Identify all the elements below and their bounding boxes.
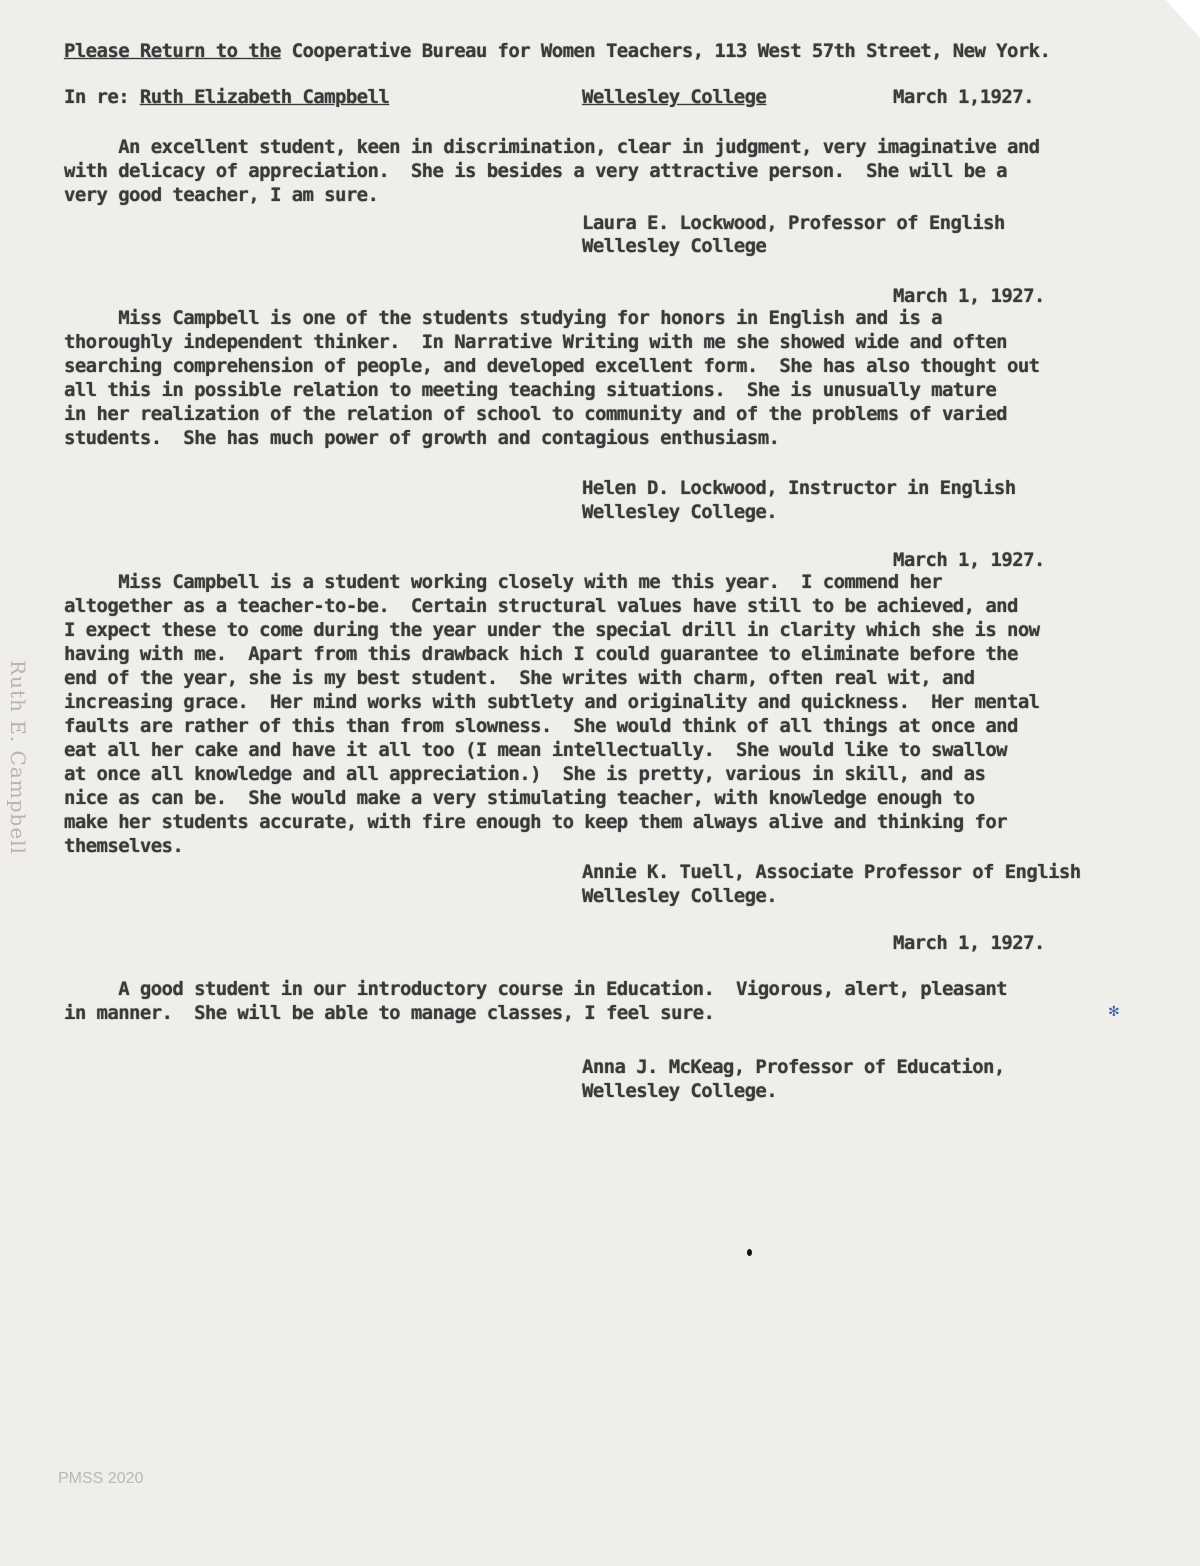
letter-line: in manner. She will be able to manage classes, I feel sure. [64,1002,715,1024]
letter-line: at once all knowledge and all appreciation.) She is pretty, various in skill, and as [64,763,986,785]
letter-date: March 1, 1927. [893,549,1045,571]
letter-line: all this in possible relation to meeting teaching situations. She is unusually mature [64,379,997,401]
letter-line: make her students accurate, with fire enough to keep them always alive and thinking for [64,811,1007,833]
signature-line: Wellesley College [582,235,767,257]
letter-line: thoroughly independent thinker. In Narrative Writing with me she showed wide and often [64,331,1007,353]
signature-line: Laura E. Lockwood, Professor of English [582,212,1005,234]
letter-line: themselves. [64,835,184,857]
folded-corner [1166,0,1200,38]
return-instruction [64,40,1050,63]
letter-line: with delicacy of appreciation. She is besides a very attractive person. She will be a [64,160,1007,182]
header-date: March 1,1927. [893,86,1034,108]
signature-line: Wellesley College. [582,1080,778,1102]
letter-line: in her realization of the relation of school to community and of the problems of varied [64,403,1007,425]
letter-line: very good teacher, I am sure. [64,184,379,206]
return-label: Please Return to the [64,40,281,62]
ink-dot-icon [747,1249,752,1256]
letter-line: students. She has much power of growth and contagious enthusiasm. [64,427,780,449]
letter-line: faults are rather of this than from slowness. She would think of all things at once and [64,715,1018,737]
signature-line: Wellesley College. [582,885,778,907]
ink-blot-icon: ✻ [1108,1004,1120,1020]
signature-line: Anna J. McKeag, Professor of Education, [582,1056,1005,1078]
letter-line: eat all her cake and have it all too (I mean intellectually. She would like to swallow [64,739,1007,761]
letter-date: March 1, 1927. [893,932,1045,954]
letter-line: Miss Campbell is a student working closely with me this year. I commend her [64,571,942,593]
signature-line: Helen D. Lockwood, Instructor in English [582,477,1016,499]
letter-line: Miss Campbell is one of the students studying for honors in English and is a [64,307,942,329]
letter-line: A good student in our introductory course in Education. Vigorous, alert, pleasant [64,978,1007,1000]
letter-line: altogether as a teacher-to-be. Certain structural values have still to be achieved, and [64,595,1018,617]
letter-line: increasing grace. Her mind works with subtlety and originality and quickness. Her mental [64,691,1040,713]
college-name: Wellesley College [582,86,767,108]
return-address: Cooperative Bureau for Women Teachers, 113 West 57th Street, New York. [280,40,1051,62]
signature-line: Annie K. Tuell, Associate Professor of English [582,861,1081,883]
signature-line: Wellesley College. [582,501,778,523]
letter-line: An excellent student, keen in discrimination, clear in judgment, very imaginative and [64,136,1040,158]
letter-line: end of the year, she is my best student. She writes with charm, often real wit, and [64,667,975,689]
letter-line: nice as can be. She would make a very stimulating teacher, with knowledge enough to [64,787,975,809]
archive-watermark: PMSS 2020 [58,1470,144,1487]
in-re-line [64,86,389,109]
letter-line: searching comprehension of people, and developed excellent form. She has also thought out [64,355,1040,377]
letter-date: March 1, 1927. [893,285,1045,307]
letter-line: I expect these to come during the year under the special drill in clarity which she is now [64,619,1040,641]
margin-pencil-note: Ruth E. Campbell [6,660,30,855]
in-re-label: In re: [64,86,140,108]
letter-line: having with me. Apart from this drawback hich I could guarantee to eliminate before the [64,643,1018,665]
candidate-name: Ruth Elizabeth Campbell [139,86,390,108]
